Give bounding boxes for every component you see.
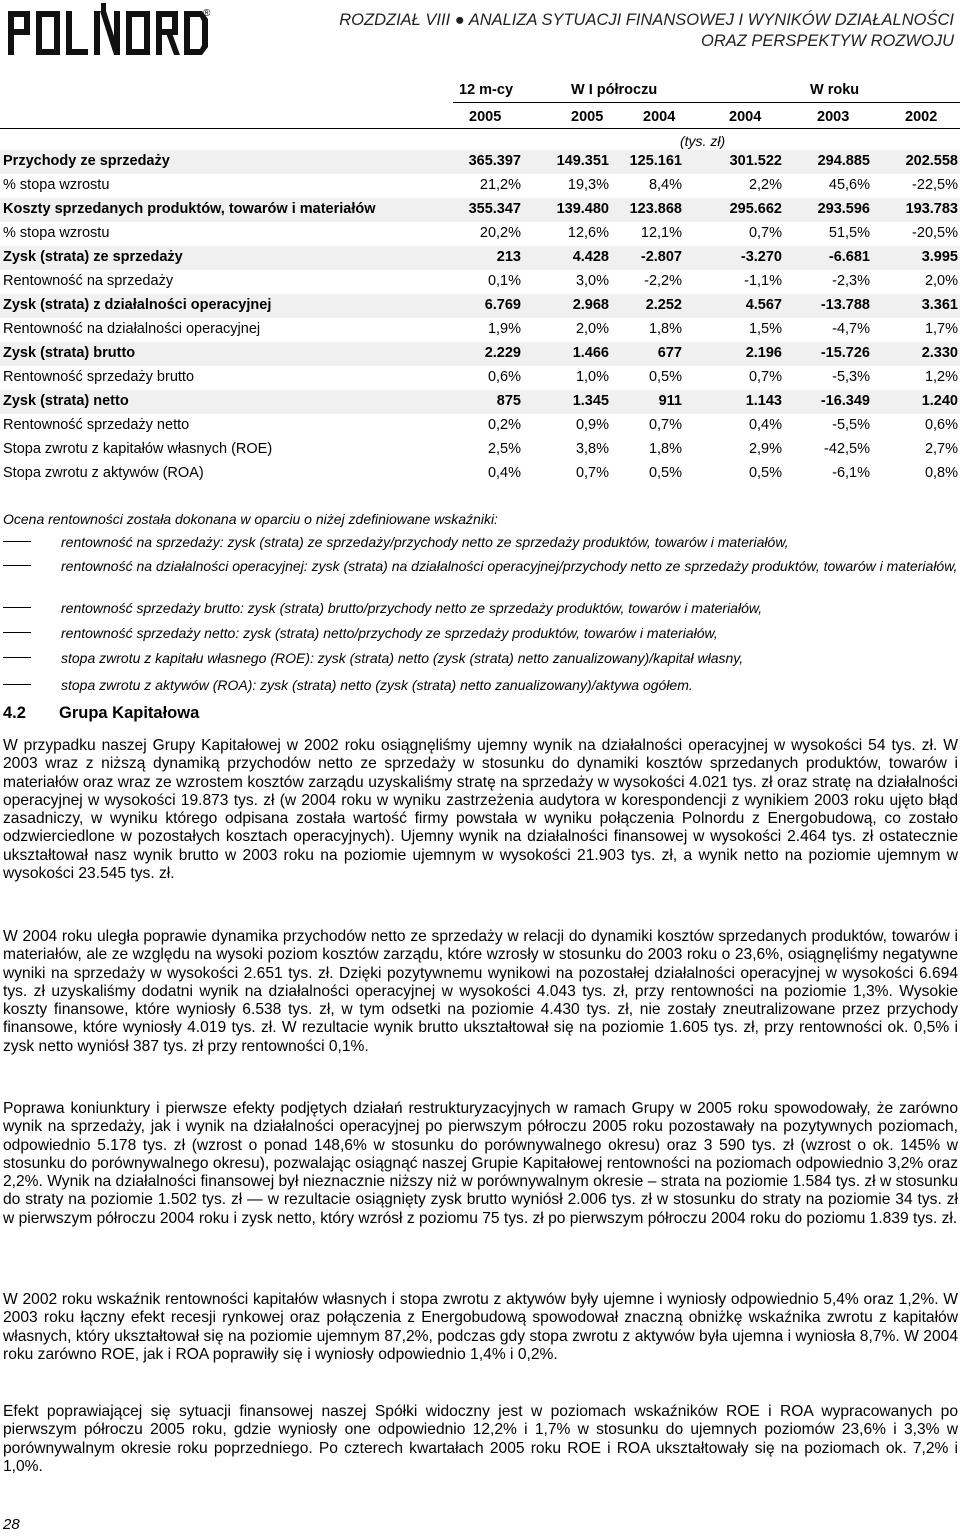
- table-cell: 20,2%: [479, 225, 521, 241]
- company-logo: [6, 3, 211, 63]
- chapter-header-line2: ORAZ PERSPEKTYW ROZWOJU: [700, 32, 954, 50]
- row-label: Zysk (strata) z działalności operacyjnej: [3, 297, 272, 313]
- table-row: [0, 150, 960, 174]
- definition-text: rentowność sprzedaży netto: zysk (strata) netto/przychody ze sprzedaży produktów, towarów i materiałów,: [61, 625, 718, 641]
- row-label: Rentowność sprzedaży brutto: [3, 369, 195, 385]
- table-cell: 2,2%: [748, 177, 782, 193]
- header-rule: [453, 102, 960, 103]
- definition-item: [3, 676, 958, 696]
- col-year: 2004: [729, 109, 762, 125]
- table-cell: 294.885: [817, 153, 870, 169]
- table-cell: 193.783: [905, 201, 958, 217]
- table-cell: -42,5%: [824, 441, 870, 457]
- table-cell: 4.428: [572, 249, 609, 265]
- table-cell: 1,0%: [575, 369, 609, 385]
- table-cell: 45,6%: [828, 177, 870, 193]
- row-label: Zysk (strata) netto: [3, 393, 129, 409]
- row-label: Koszty sprzedanych produktów, towarów i materiałów: [3, 201, 376, 217]
- table-cell: -3.270: [740, 249, 782, 265]
- table-cell: -5,5%: [832, 417, 870, 433]
- table-cell: 2.196: [745, 345, 782, 361]
- row-label: % stopa wzrostu: [3, 177, 110, 193]
- table-cell: 149.351: [556, 153, 609, 169]
- table-row: [0, 414, 960, 438]
- table-cell: 0,5%: [648, 465, 682, 481]
- table-cell: 0,7%: [575, 465, 609, 481]
- table-row: [0, 438, 960, 462]
- table-cell: -6,1%: [832, 465, 870, 481]
- table-cell: 0,6%: [924, 417, 958, 433]
- table-cell: 0,5%: [648, 369, 682, 385]
- body-paragraph: Efekt poprawiającej się sytuacji finansowej naszej Spółki widoczny jest w poziomach wskaźników ROE i ROA wypracowanych po pierwszym półroczu 2005 roku, gdzie wyniosły one odpowiednio 12,2% i 1,7% w stosunku do ujemnych poziomów 23,6% i 3,3% w porównywalnym okresie roku poprzedniego. Po czterech kwartałach 2005 roku ROE i ROA ukształtowały się na poziomach ok. 7,2% i 1,0%.: [3, 1403, 958, 1475]
- row-label: Rentowność na działalności operacyjnej: [3, 321, 261, 337]
- table-cell: 1.466: [572, 345, 609, 361]
- table-cell: 0,9%: [575, 417, 609, 433]
- table-cell: 51,5%: [828, 225, 870, 241]
- table-cell: 0,6%: [487, 369, 521, 385]
- dash-bullet: [3, 607, 31, 608]
- table-row: [0, 318, 960, 342]
- registered-mark: ®: [203, 8, 211, 19]
- table-cell: 0,5%: [748, 465, 782, 481]
- body-paragraph: W przypadku naszej Grupy Kapitałowej w 2002 roku osiągnęliśmy ujemny wynik na działalności operacyjnej w wysokości 54 tys. zł. W 2003 wraz z niższą dynamiką przychodów netto ze sprzedaży w stosunku do dynamiki kosztów sprzedanych produktów, towarów i materiałów oraz wraz ze wzrostem kosztów zarządu uzyskaliśmy stratę na sprzedaży w wysokości 4.021 tys. zł oraz stratę na działalności operacyjnej w wysokości 19.873 tys. zł (w 2004 roku w wyniku zastrzeżenia audytora w korespondencji z wynikiem 2003 roku ujęto błąd zasadniczy, w wyniku którego odpisana została wartość firmy powstała w wyniku połączenia Polnordu z Energobudową, co zostało odzwierciedlone w pozostałych kosztach operacyjnych). Ujemny wynik na działalności finansowej w wysokości 2.464 tys. zł ostatecznie ukształtował nasz wynik brutto w 2003 roku na poziomie ujemnym w wysokości 21.903 tys. zł, a wynik netto na poziomie ujemnym w wysokości 23.545 tys. zł.: [3, 737, 958, 883]
- definition-text: rentowność na działalności operacyjnej: zysk (strata) na działalności operacyjnej/przychody netto ze sprzedaży produktów, towarów i materiałów,: [61, 558, 958, 574]
- table-cell: -2,2%: [644, 273, 682, 289]
- dash-bullet: [3, 541, 31, 542]
- definition-text: rentowność na sprzedaży: zysk (strata) ze sprzedaży/przychody netto ze sprzedaży produktów, towarów i materiałów,: [61, 534, 789, 550]
- dash-bullet: [3, 684, 31, 685]
- table-row: [0, 270, 960, 294]
- table-cell: 1.345: [572, 393, 609, 409]
- table-cell: 6.769: [484, 297, 521, 313]
- table-row: [0, 198, 960, 222]
- table-cell: 677: [657, 345, 682, 361]
- definition-item: [3, 624, 958, 644]
- table-cell: 0,7%: [748, 225, 782, 241]
- table-cell: 19,3%: [567, 177, 609, 193]
- dash-bullet: [3, 632, 31, 633]
- table-row: [0, 174, 960, 198]
- row-label: Stopa zwrotu z kapitałów własnych (ROE): [3, 441, 273, 457]
- table-cell: 12,6%: [567, 225, 609, 241]
- table-cell: 911: [658, 393, 682, 409]
- table-cell: -22,5%: [912, 177, 958, 193]
- definition-text: stopa zwrotu z aktywów (ROA): zysk (strata) netto (zysk (strata) netto zanualizowany)/aktywa ogółem.: [61, 677, 693, 693]
- table-cell: 295.662: [729, 201, 782, 217]
- table-cell: 1,8%: [648, 321, 682, 337]
- table-cell: 0,7%: [748, 369, 782, 385]
- table-cell: 125.161: [629, 153, 682, 169]
- table-cell: 8,4%: [648, 177, 682, 193]
- col-group-12m: 12 m-cy: [459, 82, 514, 98]
- table-cell: 2,9%: [748, 441, 782, 457]
- table-cell: 0,1%: [487, 273, 521, 289]
- dash-bullet: [3, 657, 31, 658]
- table-cell: -6.681: [828, 249, 870, 265]
- table-cell: 0,7%: [648, 417, 682, 433]
- table-row: [0, 222, 960, 246]
- table-row: [0, 342, 960, 366]
- table-cell: 2,0%: [575, 321, 609, 337]
- body-paragraph: W 2004 roku uległa poprawie dynamika przychodów netto ze sprzedaży w relacji do dynamiki kosztów sprzedanych produktów, towarów i materiałów, ale ze względu na wysoki poziom kosztów zarządu, które wzrosły w stosunku do 2003 roku o 23,6%, osiągnęliśmy negatywne wyniki na sprzedaży w wysokości 2.651 tys. zł. Dzięki pozytywnemu wynikowi na pozostałej działalności operacyjnej w wysokości 6.694 tys. zł uzyskaliśmy dodatni wynik na działalności operacyjnej w wysokości 4.043 tys. zł, przy rentowności na poziomie 1,3%. Wysokie koszty finansowe, które wyniosły 6.538 tys. zł, w tym odsetki na poziomie 4.430 tys. zł, nie zostały zneutralizowane przez przychody finansowe, które wyniosły 4.019 tys. zł. W rezultacie wynik brutto ukształtował się na poziomie 1.605 tys. zł, przy rentowności ok. 0,5% i zysk netto wyniósł 387 tys. zł przy rentowności 0,1%.: [3, 928, 958, 1055]
- table-cell: 2.330: [921, 345, 958, 361]
- table-cell: -13.788: [820, 297, 870, 313]
- table-cell: -5,3%: [832, 369, 870, 385]
- table-cell: 365.397: [468, 153, 521, 169]
- section-title: Grupa Kapitałowa: [59, 704, 200, 722]
- table-cell: 293.596: [817, 201, 870, 217]
- definition-item: [3, 649, 958, 669]
- table-cell: -20,5%: [912, 225, 958, 241]
- table-cell: -16.349: [820, 393, 870, 409]
- definitions-intro: Ocena rentowności została dokonana w oparciu o niżej zdefiniowane wskaźniki:: [3, 511, 498, 527]
- table-cell: -2.807: [640, 249, 682, 265]
- row-label: Przychody ze sprzedaży: [3, 153, 170, 169]
- page-number: 28: [3, 1516, 20, 1533]
- table-cell: 1,8%: [648, 441, 682, 457]
- table-cell: 213: [496, 249, 521, 265]
- table-cell: 1,9%: [487, 321, 521, 337]
- table-cell: 2.968: [572, 297, 609, 313]
- table-cell: -1,1%: [744, 273, 782, 289]
- row-label: Stopa zwrotu z aktywów (ROA): [3, 465, 204, 481]
- table-cell: 875: [496, 393, 521, 409]
- table-cell: 0,8%: [924, 465, 958, 481]
- table-cell: 0,4%: [748, 417, 782, 433]
- definition-text: rentowność sprzedaży brutto: zysk (strata) brutto/przychody netto ze sprzedaży produktów, towarów i materiałów,: [61, 600, 763, 616]
- col-year: 2003: [817, 109, 850, 125]
- table-cell: 2.252: [645, 297, 682, 313]
- col-year: 2005: [469, 109, 502, 125]
- chapter-header: [339, 10, 954, 52]
- table-cell: 3.995: [921, 249, 958, 265]
- chapter-header-line1: ROZDZIAŁ VIII ● ANALIZA SYTUACJI FINANSOWEJ I WYNIKÓW DZIAŁALNOŚCI: [339, 11, 954, 29]
- col-group-year: W roku: [810, 82, 860, 98]
- polnord-logo-graphic: [6, 3, 211, 63]
- table-cell: 12,1%: [640, 225, 682, 241]
- unit-label: (tys. zł): [680, 133, 726, 149]
- col-year: 2005: [571, 109, 604, 125]
- table-cell: 2,7%: [924, 441, 958, 457]
- table-cell: 21,2%: [479, 177, 521, 193]
- col-year: 2002: [905, 109, 938, 125]
- section-heading: [3, 704, 199, 723]
- table-cell: 123.868: [629, 201, 682, 217]
- table-cell: 1.143: [745, 393, 782, 409]
- table-row: [0, 366, 960, 390]
- col-year: 2004: [643, 109, 676, 125]
- table-cell: 2.229: [484, 345, 521, 361]
- table-cell: 3.361: [921, 297, 958, 313]
- table-cell: 202.558: [905, 153, 958, 169]
- table-row: [0, 462, 960, 486]
- row-label: Zysk (strata) ze sprzedaży: [3, 249, 183, 265]
- table-cell: -4,7%: [832, 321, 870, 337]
- table-cell: 3,8%: [575, 441, 609, 457]
- years-rule: [0, 128, 960, 129]
- row-label: Rentowność na sprzedaży: [3, 273, 174, 289]
- table-row: [0, 390, 960, 414]
- table-row: [0, 246, 960, 270]
- table-cell: 1.240: [921, 393, 958, 409]
- table-cell: 2,0%: [924, 273, 958, 289]
- row-label: % stopa wzrostu: [3, 225, 110, 241]
- table-cell: 3,0%: [575, 273, 609, 289]
- table-cell: 1,7%: [924, 321, 958, 337]
- definition-item: [3, 599, 958, 619]
- body-paragraph: W 2002 roku wskaźnik rentowności kapitałów własnych i stopa zwrotu z aktywów były ujemne i wyniosły odpowiednio 5,4% oraz 1,2%. W 2003 roku łączny efekt recesji rynkowej oraz połączenia z Energobudową spowodował znaczną obniżkę wskaźnika zwrotu z kapitałów własnych, który ukształtował się na poziomie ujemnym 87,2%, podczas gdy stopa zwrotu z aktywów była ujemna i wyniosła 8,7%. W 2004 roku zarówno ROE, jak i ROA poprawiły się i wyniosły odpowiednio 1,4% i 0,2%.: [3, 1291, 958, 1363]
- table-cell: 1,2%: [924, 369, 958, 385]
- table-cell: -2,3%: [832, 273, 870, 289]
- table-cell: 0,2%: [487, 417, 521, 433]
- definition-item: [3, 533, 958, 553]
- row-label: Rentowność sprzedaży netto: [3, 417, 190, 433]
- table-cell: -15.726: [820, 345, 870, 361]
- definition-text: stopa zwrotu z kapitału własnego (ROE): zysk (strata) netto (zysk (strata) netto zanualizowany)/kapitał własny,: [61, 650, 744, 666]
- table-row: [0, 294, 960, 318]
- table-cell: 0,4%: [487, 465, 521, 481]
- row-label: Zysk (strata) brutto: [3, 345, 136, 361]
- section-number: 4.2: [3, 704, 26, 722]
- table-cell: 301.522: [729, 153, 782, 169]
- table-cell: 139.480: [556, 201, 609, 217]
- table-cell: 1,5%: [748, 321, 782, 337]
- col-group-half-year: W I półroczu: [571, 82, 658, 98]
- table-cell: 4.567: [745, 297, 782, 313]
- definition-item: [3, 557, 958, 595]
- table-cell: 2,5%: [487, 441, 521, 457]
- dash-bullet: [3, 565, 31, 566]
- table-cell: 355.347: [468, 201, 521, 217]
- body-paragraph: Poprawa koniunktury i pierwsze efekty podjętych działań restrukturyzacyjnych w ramach Grupy w 2005 roku spowodowały, że zarówno wynik na sprzedaży, jak i wynik na działalności operacyjnej po pierwszym półroczu 2005 roku pozostawały na pozytywnych poziomach, odpowiednio 5.178 tys. zł (wzrost o ponad 148,6% w stosunku do porównywalnego okresu) oraz 3 590 tys. zł (wzrost o ok. 145% w stosunku do porównywalnego okresu), pozwalając osiągnąć naszej Grupie Kapitałowej rentowności na poziomach odpowiednio 3,2% oraz 2,2%. Wynik na działalności finansowej był nieznacznie niższy niż w porównywalnym okresie – strata na poziomie 1.584 tys. zł w stosunku do straty na poziomie 1.502 tys. zł — w rezultacie osiągnięty zysk brutto wyniósł 2.006 tys. zł w stosunku do straty na poziomie 34 tys. zł w pierwszym półroczu 2004 roku i zysk netto, który wzrósł z poziomu 75 tys. zł po pierwszym półroczu 2004 roku do poziomu 1.839 tys. zł.: [3, 1100, 958, 1227]
